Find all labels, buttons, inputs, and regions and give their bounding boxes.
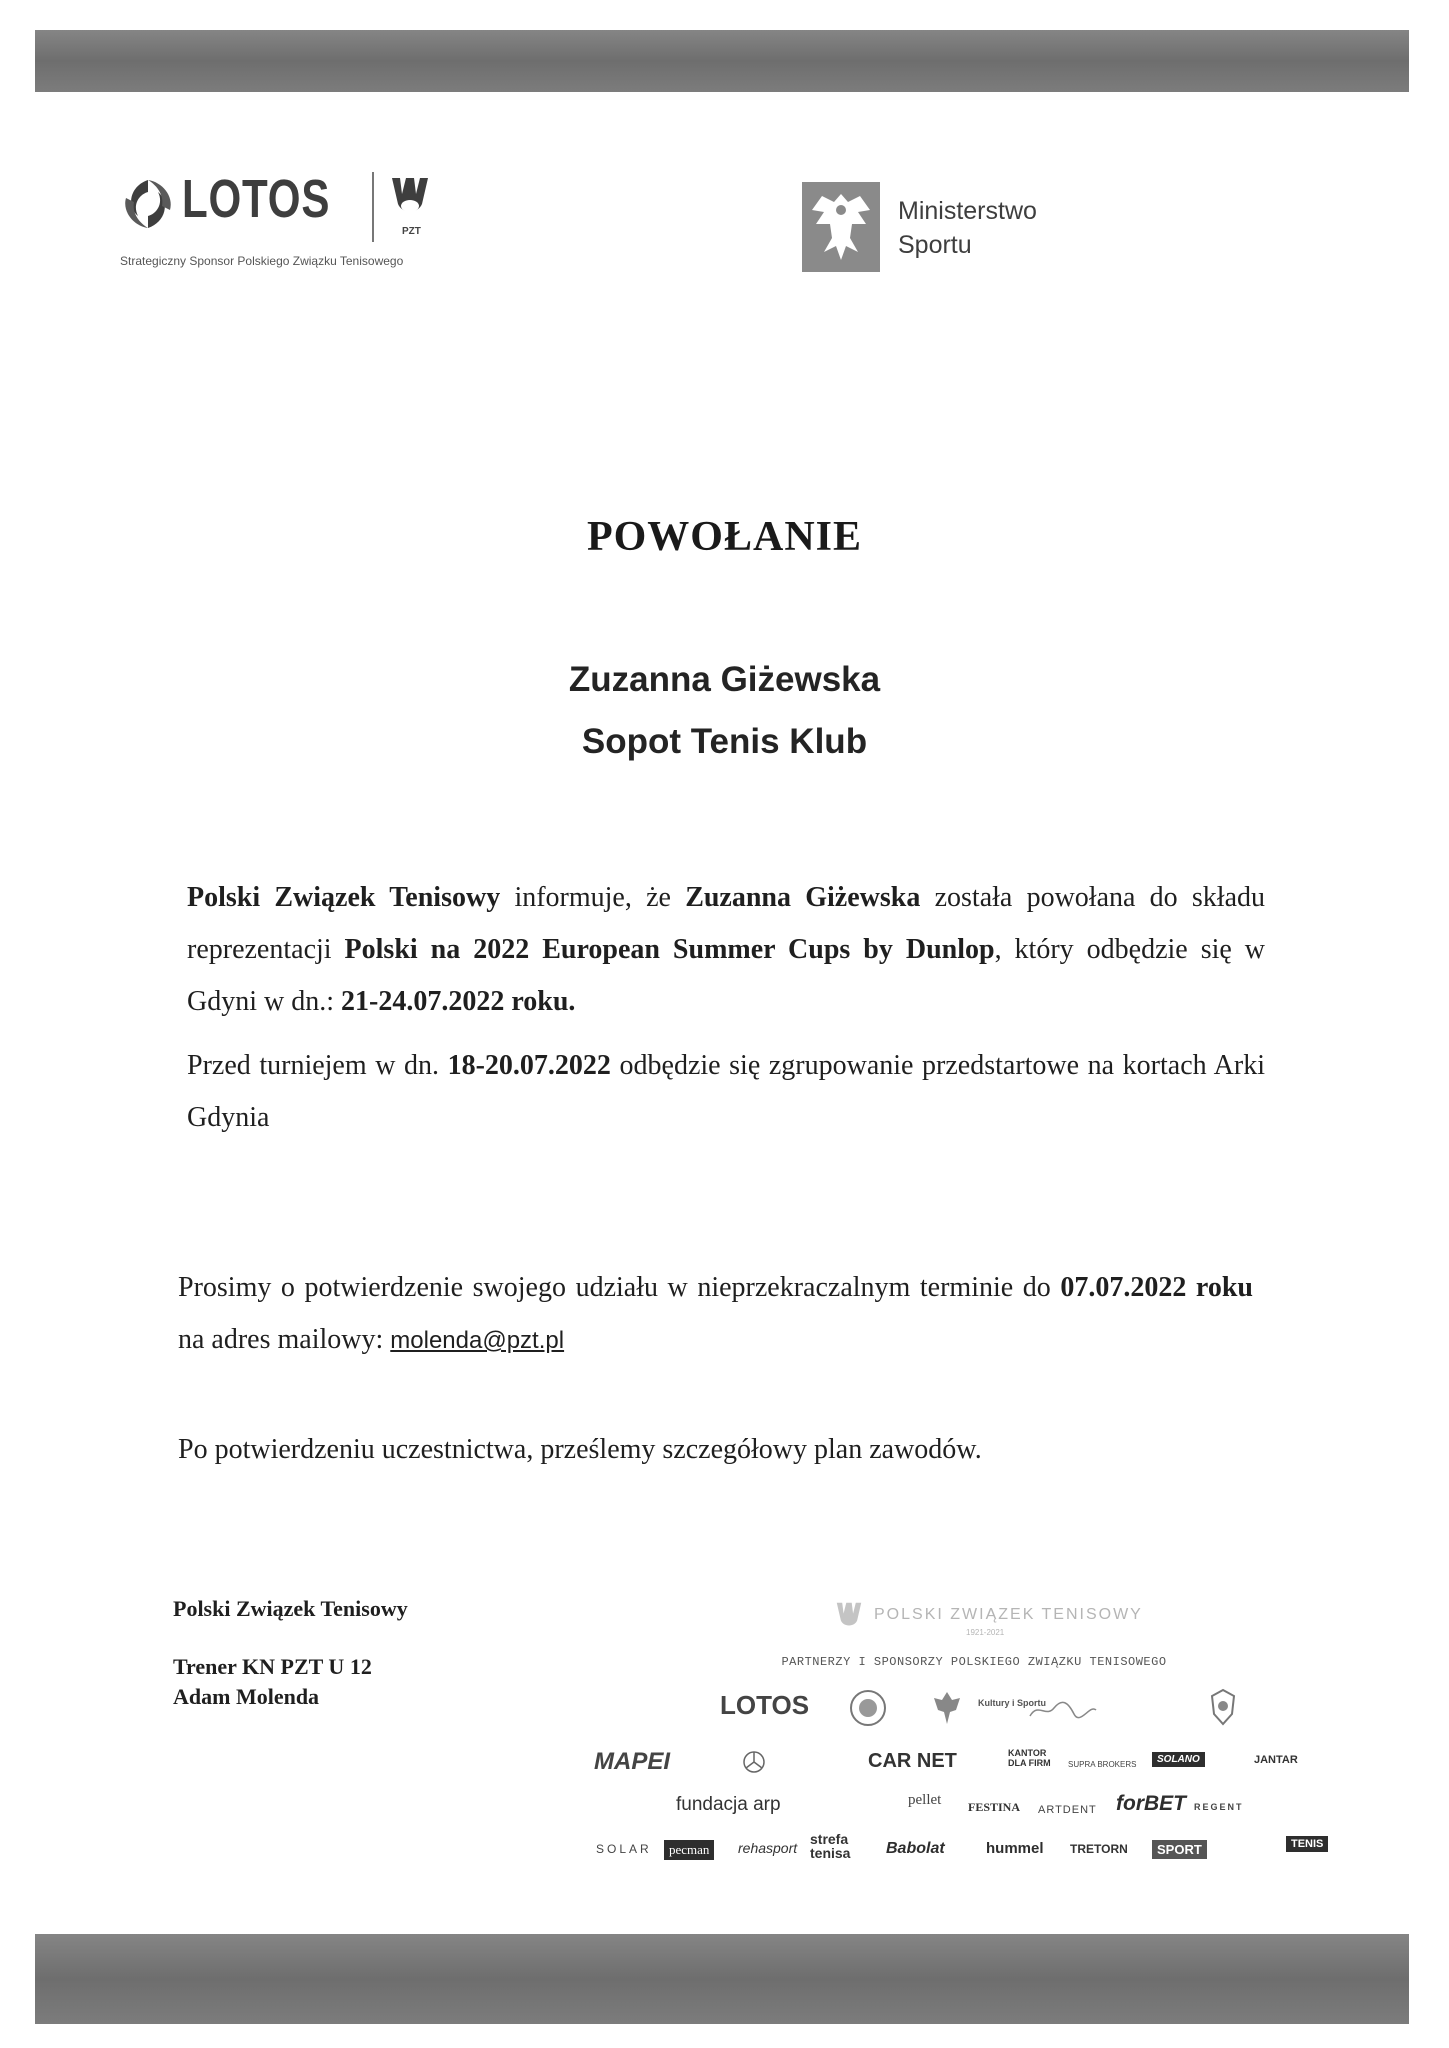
p3-text-2: na adres mailowy: [178, 1324, 391, 1355]
club-name: Sopot Tenis Klub [581, 722, 868, 761]
partner-ministry-culture: Kultury i Sportu [978, 1698, 1046, 1708]
training-camp-paragraph [187, 1040, 1265, 1144]
partner-tretorn: TRETORN [1070, 1842, 1128, 1856]
p3-text-1: Prosimy o potwierdzenie swojego udziału w nieprzekraczalnym terminie do [178, 1272, 1061, 1303]
ministry-seal-icon [848, 1688, 888, 1728]
signature-logo-icon [1028, 1698, 1098, 1722]
p1-text-2: została powołana do składu reprezentacji [187, 882, 1265, 965]
partner-solano: SOLANO [1152, 1752, 1205, 1767]
eagle-icon [930, 1688, 964, 1728]
partner-artdent: ARTDENT [1038, 1804, 1097, 1816]
polish-eagle-emblem-icon [800, 180, 882, 274]
signature-name: Adam Molenda [173, 1684, 320, 1709]
player-name: Zuzanna Giżewska [568, 660, 881, 699]
lotos-wordmark: LOTOS [182, 169, 331, 229]
event-name: Polski na 2022 European Summer Cups by Dunlop [344, 934, 995, 965]
partner-regent: REGENT [1194, 1802, 1244, 1812]
partner-festina: FESTINA [968, 1800, 1021, 1814]
partners-row-3 [590, 1790, 1350, 1830]
logo-divider [372, 172, 374, 242]
org-name: Polski Związek Tenisowy [187, 882, 501, 913]
partner-pecman: pecman [664, 1840, 714, 1860]
partner-fundacja-arp: fundacja arp [676, 1794, 781, 1815]
partners-heading: PARTNERZY I SPONSORZY POLSKIEGO ZWIĄZKU TENISOWEGO [781, 1655, 1167, 1669]
partner-sport: SPORT [1152, 1840, 1207, 1859]
p1-text-3: , który odbędzie się w Gdyni w dn.: [187, 934, 1266, 1017]
scan-bottom-band [35, 1934, 1409, 2024]
partner-kantor: KANTOR DLA FIRM [1008, 1748, 1051, 1768]
signature-org: Polski Związek Tenisowy [173, 1596, 408, 1621]
pzt-faded-years: 1921-2021 [966, 1628, 1005, 1637]
scan-top-band [35, 30, 1409, 92]
camp-dates: 18-20.07.2022 [447, 1050, 611, 1081]
contact-email-link[interactable]: molenda@pzt.pl [390, 1327, 565, 1354]
event-dates: 21-24.07.2022 roku. [341, 986, 576, 1017]
p1-player-name: Zuzanna Giżewska [685, 882, 921, 913]
partner-mapei: MAPEI [594, 1748, 671, 1775]
pzt-faded-logo [826, 1600, 1146, 1644]
ministry-name [898, 194, 1037, 262]
partner-tenis-klub: TENIS [1286, 1836, 1328, 1852]
p2-text-2: odbędzie się zgrupowanie przedstartowe na kortach Arki Gdynia [187, 1050, 1265, 1133]
partner-carnet: CAR NET [868, 1750, 957, 1772]
document-title: POWOŁANIE [586, 514, 863, 560]
signature-role: Trener KN PZT U 12 [173, 1654, 372, 1679]
pzt-faded-emblem-icon [834, 1600, 864, 1634]
partner-lotos: LOTOS [720, 1690, 810, 1720]
partner-babolat: Babolat [886, 1840, 945, 1857]
partners-row-4 [590, 1832, 1350, 1872]
pzt-faded-text: POLSKI ZWIĄZEK TENISOWY [874, 1606, 1143, 1623]
confirmation-deadline: 07.07.2022 roku [1060, 1272, 1253, 1303]
partner-pellet: pellet [908, 1792, 942, 1808]
ministry-of-sport-logo [800, 180, 1090, 280]
partner-jantar: JANTAR [1254, 1754, 1298, 1766]
closing-paragraph: Po potwierdzeniu uczestnictwa, prześlemy szczegółowy plan zawodów. [178, 1434, 982, 1465]
mercedes-star-icon [742, 1750, 766, 1774]
ministry-name-line2: Sportu [898, 231, 972, 259]
confirmation-paragraph [178, 1262, 1253, 1367]
ministry-name-line1: Ministerstwo [898, 197, 1037, 225]
partners-row-1 [590, 1688, 1350, 1728]
coat-of-arms-icon [1208, 1688, 1238, 1728]
pzt-emblem-icon [388, 174, 432, 224]
p2-text-1: Przed turniejem w dn. [187, 1050, 448, 1081]
partner-rehasport: rehasport [738, 1840, 798, 1856]
partner-forbet: forBET [1116, 1792, 1186, 1815]
partners-row-2 [590, 1748, 1350, 1788]
partner-strefa-tenisa: strefa tenisa [810, 1831, 851, 1861]
p1-text-1: informuje, że [500, 882, 686, 913]
lotos-pzt-logo [120, 168, 460, 278]
lotos-swirl-icon [120, 176, 176, 232]
announcement-paragraph [187, 872, 1265, 1028]
partner-solar: SOLAR [596, 1842, 652, 1856]
partner-supra-brokers: SUPRA BROKERS [1068, 1760, 1137, 1769]
partner-hummel: hummel [986, 1840, 1044, 1857]
pzt-label: PZT [402, 226, 421, 237]
lotos-tagline: Strategiczny Sponsor Polskiego Związku Tenisowego [120, 254, 404, 268]
